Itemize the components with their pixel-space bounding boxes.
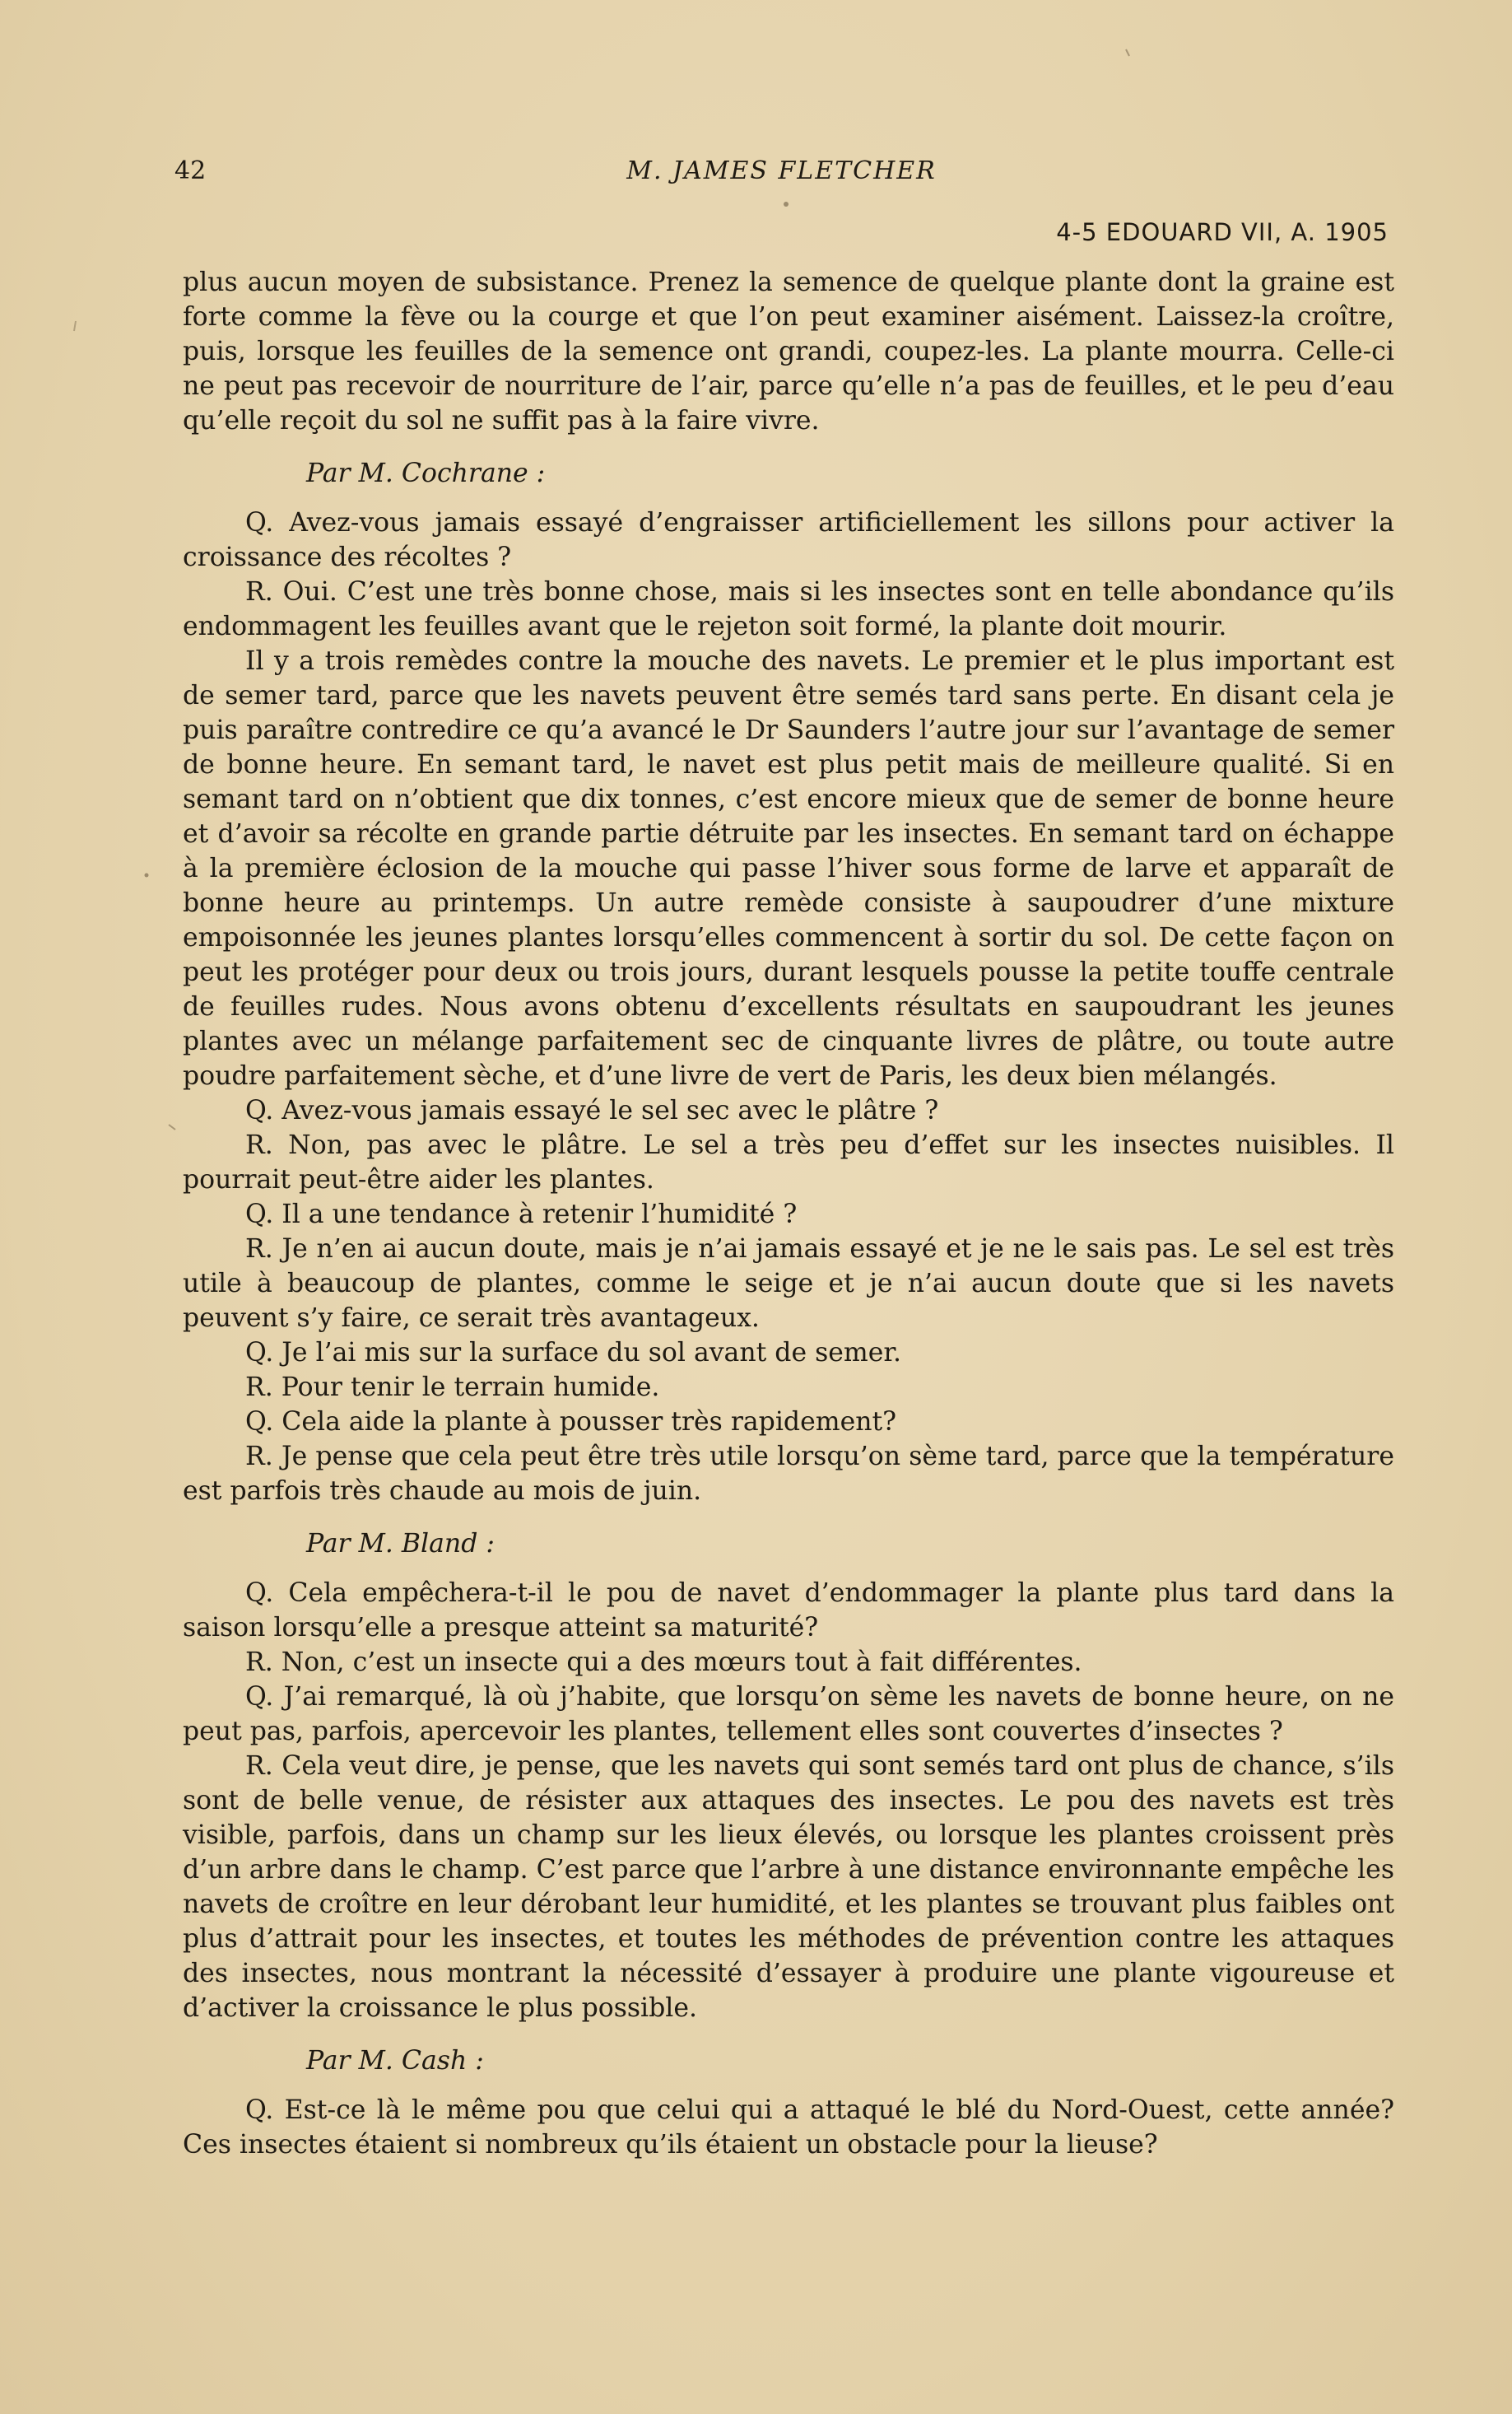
paragraph: R. Je pense que cela peut être très utile lorsqu’on sème tard, parce que la température est parfois très chaude au mois de juin.	[183, 1442, 1394, 1506]
paragraph: Q. Est-ce là le même pou que celui qui a attaqué le blé du Nord-Ouest, cette année? Ces insectes étaient si nombreux qu’ils étaient un obstacle pour la lieuse?	[183, 2095, 1394, 2160]
paragraph: R. Je n’en ai aucun doute, mais je n’ai jamais essayé et je ne le sais pas. Le sel est très utile à beaucoup de plantes, comme le seige et je n’ai aucun doute que si les navets peuvent s’y faire, ce serait très avantageux.	[183, 1234, 1394, 1333]
paragraph: R. Cela veut dire, je pense, que les navets qui sont semés tard ont plus de chance, s’ils sont de belle venue, de résister aux attaques des insectes. Le pou des navets est très visible, parfois, dans un champ sur les lieux élevés, ou lorsque les plantes croissent près d’un arbre dans le champ. C’est parce que l’arbre à une distance environnante empêche les navets de croître en leur dérobant leur humidité, et les plantes se trouvant plus faibles ont plus d’attrait pour les insectes, et toutes les méthodes de prévention contre les attaques des insectes, nous montrant la nécessité d’essayer à produire une plante vigoureuse et d’activer la croissance le plus possible.	[183, 1751, 1394, 2023]
paragraph: Q. Il a une tendance à retenir l’humidité ?	[245, 1200, 798, 1229]
paragraph: plus aucun moyen de subsistance. Prenez la semence de quelque plante dont la graine est forte comme la fève ou la courge et que l’on peut examiner aisément. Laissez-la croître, puis, lorsque les feuilles de la semence ont grandi, coupez-les. La plante mourra. Celle-ci ne peut pas recevoir de nourriture de l’air, parce qu’elle n’a pas de feuilles, et le peu d’eau qu’elle reçoit du sol ne suffit pas à la faire vivre.	[183, 268, 1394, 436]
paragraph: R. Non, c’est un insecte qui a des mœurs tout à fait différentes.	[245, 1647, 1082, 1677]
paragraph: Q. Cela aide la plante à pousser très rapidement?	[245, 1407, 897, 1437]
paragraph: Q. Avez-vous jamais essayé le sel sec avec le plâtre ?	[245, 1096, 939, 1125]
body-text	[183, 265, 1394, 2162]
paragraph: Q. Avez-vous jamais essayé d’engraisser artificiellement les sillons pour activer la croissance des récoltes ?	[183, 508, 1394, 572]
running-head: M. JAMES FLETCHER	[626, 156, 937, 185]
speaker-heading: Par M. Cochrane :	[306, 459, 546, 488]
speaker-heading: Par M. Cash :	[306, 2046, 484, 2076]
speaker-heading: Par M. Bland :	[306, 1529, 495, 1559]
paragraph: R. Oui. C’est une très bonne chose, mais si les insectes sont en telle abondance qu’ils endommagent les feuilles avant que le rejeton soit formé, la plante doit mourir.	[183, 577, 1394, 641]
paragraph: R. Pour tenir le terrain humide.	[245, 1372, 660, 1402]
page-header	[174, 156, 1389, 196]
paragraph: R. Non, pas avec le plâtre. Le sel a très peu d’effet sur les insectes nuisibles. Il pourrait peut-être aider les plantes.	[183, 1130, 1394, 1195]
paragraph: Q. Je l’ai mis sur la surface du sol avant de semer.	[245, 1338, 902, 1368]
paragraph: Q. J’ai remarqué, là où j’habite, que lorsqu’on sème les navets de bonne heure, on ne peut pas, parfois, apercevoir les plantes, tellement elles sont couvertes d’insectes ?	[183, 1682, 1394, 1746]
paragraph: Il y a trois remèdes contre la mouche des navets. Le premier et le plus important est de semer tard, parce que les navets peuvent être semés tard sans perte. En disant cela je puis paraître contredire ce qu’a avancé le Dr Saunders l’autre jour sur l’avantage de semer de bonne heure. En semant tard, le navet est plus petit mais de meilleure qualité. Si en semant tard on n’obtient que dix tonnes, c’est encore mieux que de semer de bonne heure et d’avoir sa récolte en grande partie détruite par les insectes. En semant tard on échappe à la première éclosion de la mouche qui passe l’hiver sous forme de larve et apparaît de bonne heure au printemps. Un autre remède consiste à saupoudrer d’une mixture empoisonnée les jeunes plantes lorsqu’elles commencent à sortir du sol. De cette façon on peut les protéger pour deux ou trois jours, durant lesquels pousse la petite touffe centrale de feuilles rudes. Nous avons obtenu d’excellents résultats en saupoudrant les jeunes plantes avec un mélange parfaitement sec de cinquante livres de plâtre, ou toute autre poudre parfaitement sèche, et d’une livre de vert de Paris, les deux bien mélangés.	[183, 646, 1394, 1091]
page-number: 42	[174, 156, 207, 185]
paragraph: Q. Cela empêchera-t-il le pou de navet d’endommager la plante plus tard dans la saison lorsqu’elle a presque atteint sa maturité?	[183, 1578, 1394, 1643]
session-reference: 4-5 EDOUARD VII, A. 1905	[1056, 218, 1389, 246]
